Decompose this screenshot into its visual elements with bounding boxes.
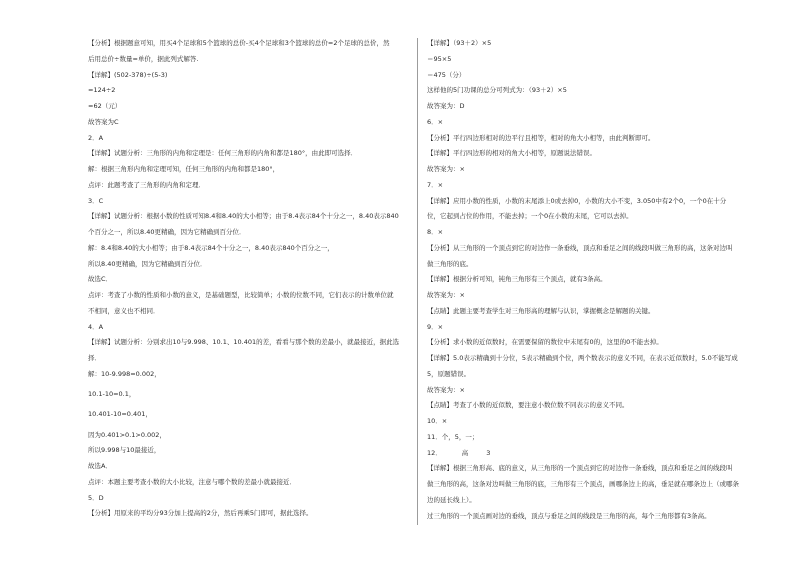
question-header: 3．C [88,196,104,205]
equation-line: 解：10-9.998=0.002， [88,369,161,378]
solution-line: 【详解】试题分析：分别求出10与9.998、10.1、10.401的差，看看与那个数的差最小，就最接近，据此选 [88,338,400,347]
question-header: 6．× [427,117,444,126]
left-column [88,36,410,522]
solution-line: 边的延长线上）。 [427,495,476,504]
right-column [427,36,757,524]
equation-line: 10.401-10=0.401， [88,410,152,419]
solution-line: 【详解】应用小数的性质，小数的末尾添上0或去掉0，小数的大小不变，3.050中有2个0，一个0在十分 [427,196,727,205]
equation-line: 10.1-10=0.1， [88,390,136,398]
solution-line: 个百分之一，所以8.40更精确，因为它精确到百分位． [88,228,246,236]
solution-line: 【详解】试题分析：三角形的内角和定理是：任何三角形的内角和都是180°，由此即可选择． [88,149,358,158]
solution-line: 过三角形的一个顶点画对边的垂线，顶点与垂足之间的线段是三角形的高，每个三角形都有3条高。 [427,511,711,520]
answer-line: 故答案为C [88,117,119,126]
answer-line: 故答案为：× [427,165,465,173]
question-header: 10．× [427,417,448,425]
comment-line: 点评：考查了小数的性质和小数的意义，是基础题型，比较简单；小数的位数不同，它们表示的计数单位就 [88,291,394,299]
answer-line: 故答案为：D [427,102,465,110]
solution-line: 【详解】根据三角形高、底的意义，从三角形的一个顶点到它的对边作一条垂线，顶点和垂足之间的线段叫 [427,464,733,473]
comment-line: 不相同，意义也不相同． [88,306,160,315]
solution-line: 5，原题错误。 [427,369,471,378]
solution-line: 【详解】根据分析可知，钝角三角形有三个顶点，就有3条高。 [427,275,607,284]
solution-line: 这样他的5门功课的总分可列式为：（93＋2）×5 [427,86,567,95]
solution-line: 解：8.4和8.40的大小相等；由于8.4表示84个十分之一，8.40表示840个百分之一， [88,243,334,252]
question-header: 5．D [88,493,104,502]
analysis-line: 【分析】平行四边形相对的边平行且相等，相对的角大小相等，由此判断即可。 [427,133,655,142]
comment-line: 【点睛】考查了小数的近似数，要注意小数位数不同表示的意义不同。 [427,401,629,410]
analysis-line: 后用总价÷数量=单价，据此列式解答. [88,54,199,63]
solution-line: 所以9.998与10最接近， [88,446,161,455]
answer-line: 故选A． [88,462,112,470]
question-header: 11．个，5，一； [427,432,479,441]
fill-in-answer: 3 [486,448,491,457]
solution-line: 做三角形的高，这条对边叫做三角形的底，三角形有三个顶点，画哪条边上的高，垂足就在哪条边上（或哪条 [427,480,739,488]
comment-line: 【点睛】此题主要考查学生对三角形高的理解与认识，掌握概念是解题的关键。 [427,306,655,315]
solution-line: 【详解】（93＋2）×5 [427,39,492,47]
equation-line: =124÷2 [88,86,116,95]
answer-line: 故答案为：× [427,385,465,394]
solution-line: 【详解】试题分析：根据小数的性质可知8.4和8.40的大小相等；由于8.4表示84个十分之一，8.40表示840 [88,212,399,221]
question-header: 9．× [427,322,444,331]
solution-line: 所以8.40更精确，因为它精确到百分位． [88,259,207,268]
equation-line: ＝95×5 [427,54,452,63]
question-header: 7．× [427,180,444,189]
fill-in-answer: 高 [461,448,469,457]
solution-line: 【详解】平行四边形的相对的角大小相等，原题说法错误。 [427,149,596,158]
solution-line: 择． [88,354,101,362]
analysis-line: 【分析】求小数的近似数时，在需要保留的数位中末尾有0的，这里的0不能去掉。 [427,338,663,347]
equation-line: ＝475（分） [427,70,466,79]
solution-line: 位，它起到占位的作用，不能去掉；一个0在小数的末尾，它可以去掉。 [427,212,633,221]
question-header: 8．× [427,228,444,236]
answer-line: 故选C． [88,275,113,284]
comment-line: 点评：此题考查了三角形的内角和定理． [88,180,205,189]
question-header: 4．A [88,322,104,331]
question-number: 12． [427,448,442,457]
question-header: 2．A [88,133,104,142]
column-divider [417,38,418,525]
equation-line: =62（元） [88,102,122,110]
analysis-line: 【分析】从三角形的一个顶点到它的对边作一条垂线，顶点和垂足之间的线段叫做三角形的高，这条对边叫 [427,243,733,252]
solution-line: 因为0.401>0.1>0.002， [88,430,166,439]
question-12-line [427,446,757,462]
solution-line: 【详解】5.0表示精确到十分位，5表示精确到个位，两个数表示的意义不同，在表示近似数时，5.0不能写成 [427,354,738,362]
analysis-line: 【分析】用原来的平均分93分加上提高的2分，然后再乘5门即可，据此选择。 [88,509,313,518]
analysis-line: 【分析】根据题意可知，用买4个足球和5个篮球的总价-买4个足球和3个篮球的总价=2个足球的总价，然 [88,39,390,47]
comment-line: 点评：本题主要考查小数的大小比较，注意与哪个数的差最小就最接近． [88,477,296,486]
solution-line: 解：根据三角形内角和定理可知，任何三角形的内角和都是180°， [88,165,280,173]
solution-line: 【详解】(502-378)÷(5-3) [88,70,168,79]
analysis-line: 做三角形的底。 [427,259,473,268]
answer-line: 故答案为：× [427,291,465,299]
